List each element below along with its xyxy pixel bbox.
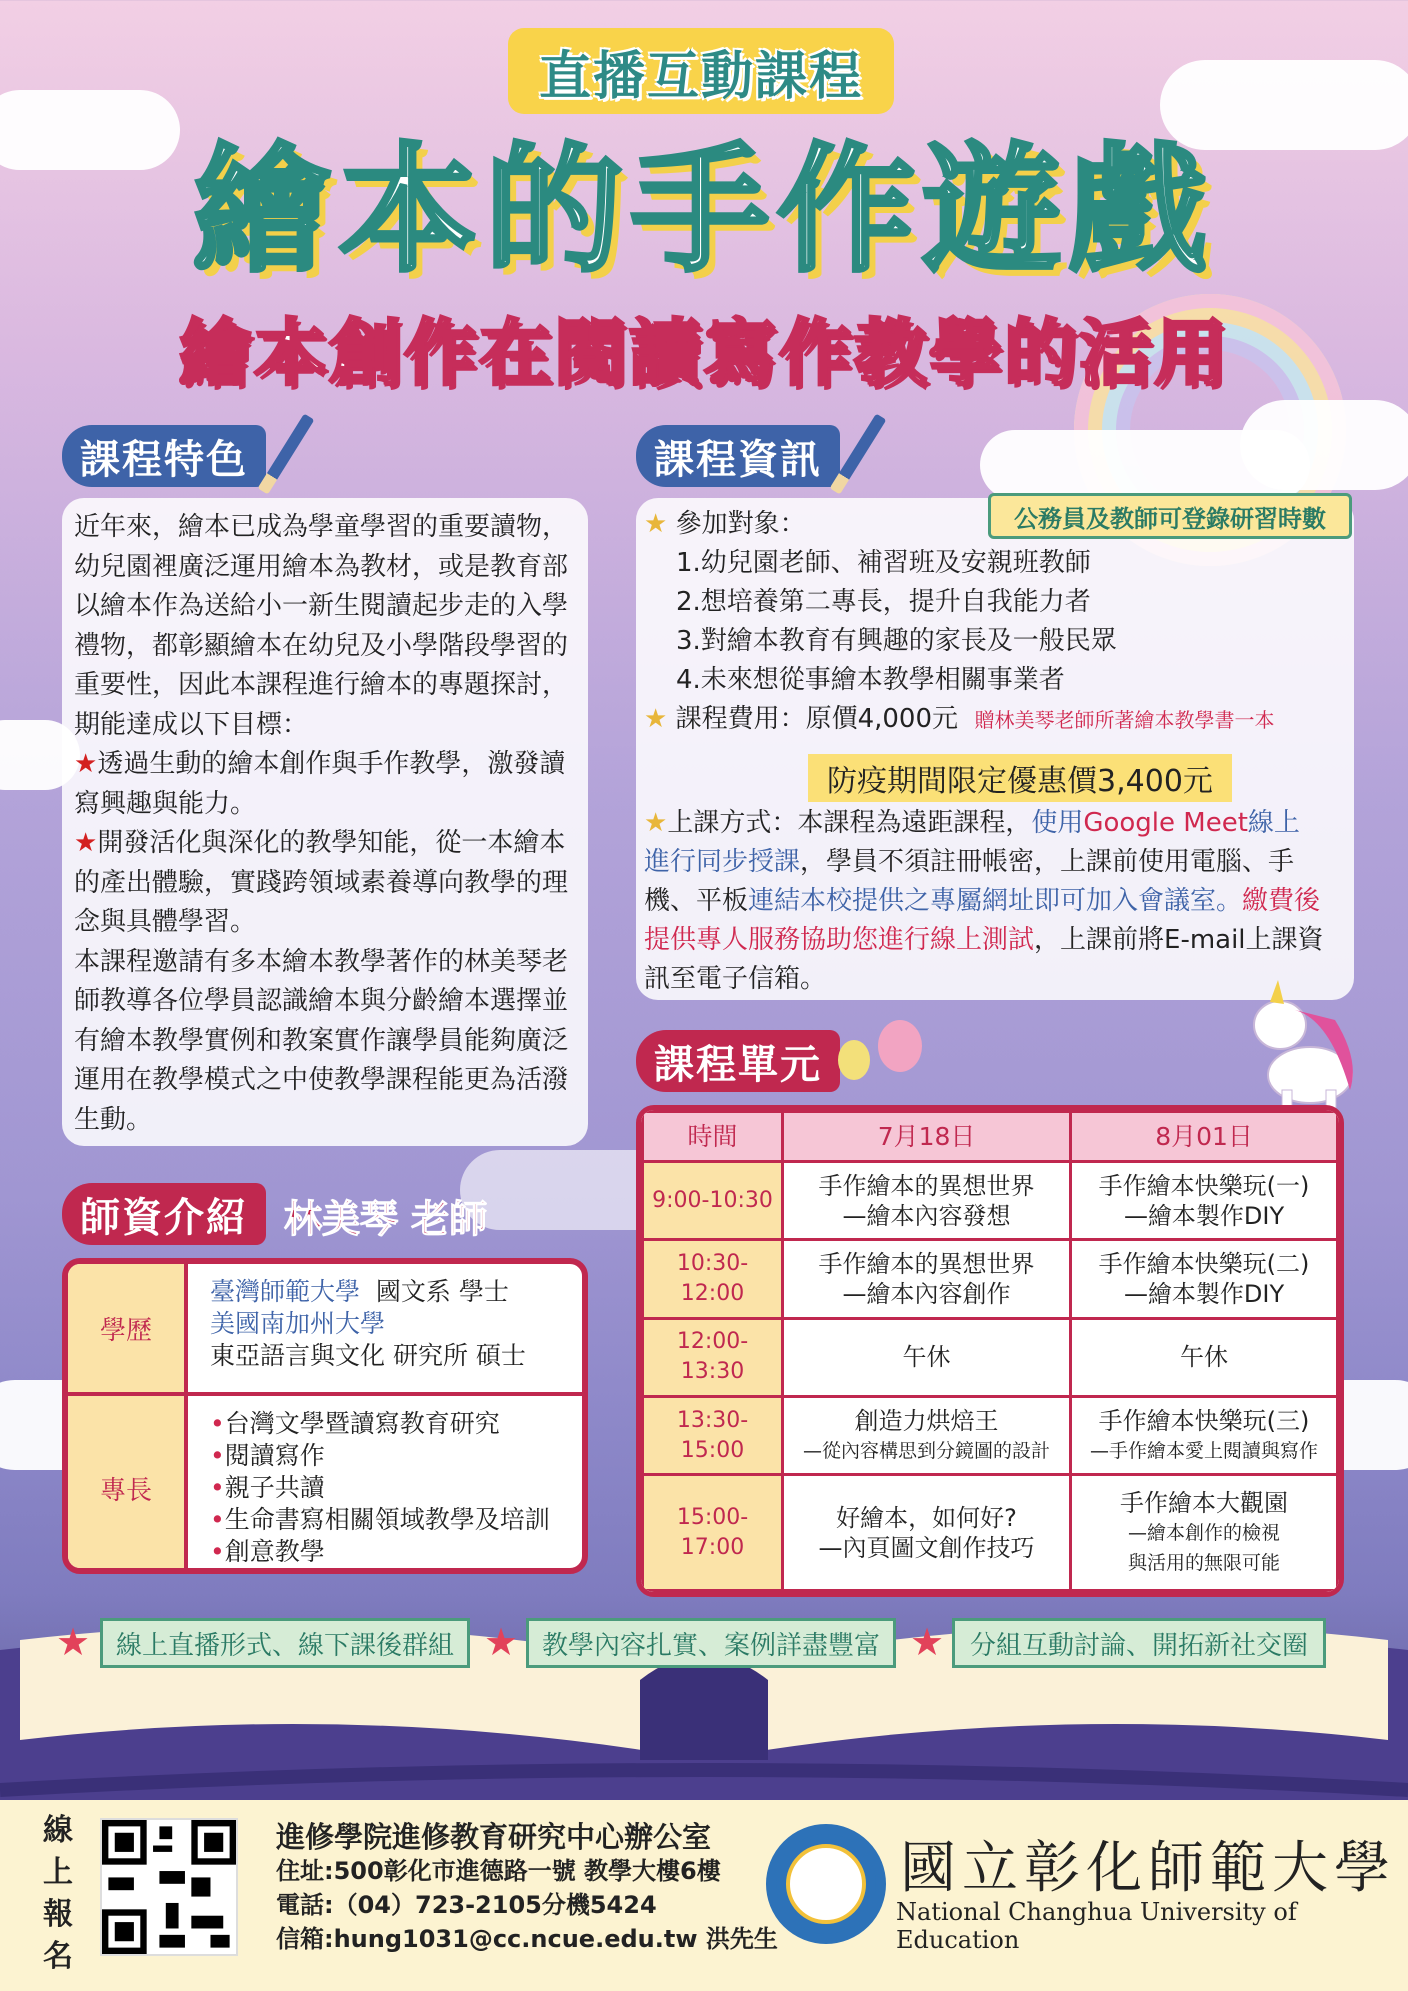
specialty-row	[68, 1396, 582, 1574]
star-icon: ★	[484, 1620, 519, 1664]
page-subtitle: 繪本創作在閱讀寫作教學的活用	[178, 311, 1229, 395]
education-row	[68, 1264, 582, 1396]
schedule-session: 午休	[1071, 1318, 1338, 1396]
live-course-badge	[508, 28, 894, 114]
schedule-table	[636, 1105, 1344, 1597]
specialty-item: •台灣文學暨讀寫教育研究	[210, 1409, 500, 1438]
phone: 電話:（04）723-2105分機5424	[276, 1891, 657, 1919]
balloon-icon	[878, 1020, 922, 1072]
schedule-time: 9:00-10:30	[643, 1162, 783, 1240]
schedule-row	[643, 1318, 1338, 1396]
page-title: 繪本的手作遊戲	[192, 130, 1215, 291]
schedule-header: 8月01日	[1071, 1112, 1338, 1162]
promo-price: 防疫期間限定優惠價3,400元	[808, 754, 1232, 802]
cloud-decoration	[1240, 400, 1408, 490]
feature-banner: 教學內容扎實、案例詳盡豐富	[526, 1618, 896, 1668]
schedule-row	[643, 1240, 1338, 1318]
schedule-session: 好繪本，如何好? —內頁圖文創作技巧	[783, 1475, 1071, 1591]
audience-label: ★ 參加對象：	[644, 509, 806, 539]
schedule-time: 15:00-17:00	[643, 1475, 783, 1591]
schedule-session: 手作繪本快樂玩(三) —手作繪本愛上閱讀與寫作	[1071, 1396, 1338, 1474]
teacher-name: 林美琴 老師	[284, 1197, 488, 1241]
info-text	[644, 505, 1324, 999]
email[interactable]: 信箱:hung1031@cc.ncue.edu.tw 洪先生	[276, 1925, 778, 1953]
audience-item: 1.幼兒園老師、補習班及安親班教師	[676, 548, 1091, 578]
schedule-header-row	[643, 1112, 1338, 1162]
specialty-item: •親子共讀	[210, 1473, 325, 1502]
balloon-icon	[838, 1040, 870, 1080]
qr-code-icon[interactable]	[100, 1818, 238, 1956]
method-text: ★上課方式：本課程為遠距課程，使用Google Meet線上進行同步授課，學員不須註冊帳密，上課前使用電腦、手機、平板連結本校提供之專屬網址即可加入會議室。繳費後提供專人服務協助您進行線上測試，上課前將E-mail上課資訊至電子信箱。	[644, 808, 1324, 994]
feature-banner: 線上直播形式、線下課後群組	[100, 1618, 470, 1668]
schedule-row	[643, 1396, 1338, 1474]
schedule-session: 手作繪本快樂玩(二) —繪本製作DIY	[1071, 1240, 1338, 1318]
specialty-item: •閱讀寫作	[210, 1441, 325, 1470]
university-emblem-inner	[786, 1844, 866, 1924]
university-name-en: National Changhua University of Education	[896, 1898, 1297, 1954]
star-icon: ★	[644, 704, 668, 734]
features-goal-2: ★開發活化與深化的教學知能，從一本繪本的產出體驗，實踐跨領域素養導向教學的理念與具體學習。	[74, 828, 569, 937]
feature-banner: 分組互動討論、開拓新社交圈	[952, 1618, 1326, 1668]
university-name-cn: 國立彰化師範大學	[900, 1836, 1396, 1901]
teacher-table	[62, 1258, 588, 1574]
star-icon: ★	[644, 808, 668, 838]
schedule-session: 手作繪本快樂玩(一) —繪本製作DIY	[1071, 1162, 1338, 1240]
schedule-tag: 課程單元	[636, 1030, 840, 1092]
schedule-session: 手作繪本大觀園 —繪本創作的檢視 與活用的無限可能	[1071, 1475, 1338, 1591]
star-icon: ★	[910, 1620, 945, 1664]
education-detail: 臺灣師範大學 國文系 學士 美國南加州大學 東亞語言與文化 研究所 碩士	[210, 1277, 526, 1370]
schedule-session: 手作繪本的異想世界 —繪本內容發想	[783, 1162, 1071, 1240]
fee-gift: 贈林美琴老師所著繪本教學書一本	[974, 708, 1275, 732]
pencil-icon	[258, 414, 315, 495]
specialty-list	[188, 1396, 572, 1574]
education-label: 學歷	[68, 1264, 188, 1392]
features-intro: 近年來，繪本已成為學童學習的重要讀物，幼兒園裡廣泛運用繪本為教材，或是教育部以繪本作為送給小一新生閱讀起步走的入學禮物，都彰顯繪本在幼兒及小學階段學習的重要性，因此本課程進行繪本的專題探討，期能達成以下目標：	[74, 512, 569, 740]
civil-servant-note: 公務員及教師可登錄研習時數	[988, 493, 1352, 539]
star-icon: ★	[74, 828, 98, 858]
features-outro: 本課程邀請有多本繪本教學著作的林美琴老師教導各位學員認識繪本與分齡繪本選擇並有繪本教學實例和教案實作讓學員能夠廣泛運用在教學模式之中使教學課程能更為活潑生動。	[74, 946, 569, 1135]
schedule-time: 10:30-12:00	[643, 1240, 783, 1318]
schedule-session: 創造力烘焙王 —從內容構思到分鏡圖的設計	[783, 1396, 1071, 1474]
info-tag: 課程資訊	[636, 425, 840, 487]
schedule-time: 12:00-13:30	[643, 1318, 783, 1396]
specialty-label: 專長	[68, 1396, 188, 1574]
schedule-session: 午休	[783, 1318, 1071, 1396]
schedule-row	[643, 1162, 1338, 1240]
office-name: 進修學院進修教育研究中心辦公室	[276, 1820, 712, 1854]
audience-item: 3.對繪本教育有興趣的家長及一般民眾	[676, 626, 1117, 656]
schedule-header: 7月18日	[783, 1112, 1071, 1162]
specialty-item: •創意教學	[210, 1537, 325, 1566]
audience-item: 4.未來想從事繪本教學相關事業者	[676, 665, 1065, 695]
fee-line: ★ 課程費用：原價4,000元 贈林美琴老師所著繪本教學書一本	[644, 704, 1275, 734]
specialty-item: •生命書寫相關領域教學及培訓	[210, 1505, 550, 1534]
features-text	[74, 508, 584, 1140]
teacher-tag: 師資介紹	[62, 1183, 266, 1245]
unicorn-illustration	[1240, 980, 1370, 1120]
schedule-time: 13:30-15:00	[643, 1396, 783, 1474]
badge-text: 直播互動課程	[538, 46, 863, 107]
star-icon: ★	[74, 749, 98, 779]
address: 住址:500彰化市進德路一號 教學大樓6樓	[276, 1857, 721, 1885]
features-goal-1: ★透過生動的繪本創作與手作教學，激發讀寫興趣與能力。	[74, 749, 566, 819]
contact-info	[276, 1820, 778, 1956]
audience-item: 2.想培養第二專長，提升自我能力者	[676, 587, 1091, 617]
schedule-row	[643, 1475, 1338, 1591]
star-icon: ★	[644, 509, 668, 539]
schedule-header: 時間	[643, 1112, 783, 1162]
signup-label: 線上報名	[43, 1813, 73, 1974]
star-icon: ★	[56, 1620, 91, 1664]
schedule-session: 手作繪本的異想世界 —繪本內容創作	[783, 1240, 1071, 1318]
features-tag: 課程特色	[62, 425, 266, 487]
